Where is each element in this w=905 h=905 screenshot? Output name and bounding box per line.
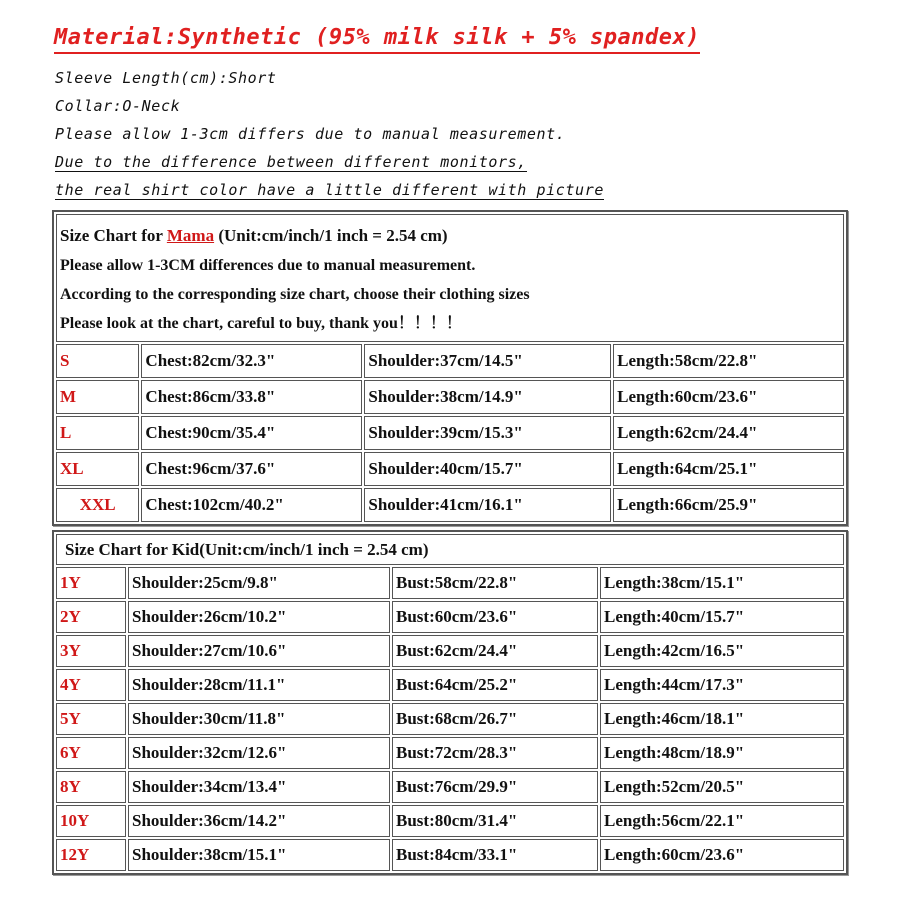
size-label: M (56, 380, 139, 414)
length-cell: Length:64cm/25.1" (613, 452, 844, 486)
size-label: 1Y (56, 567, 126, 599)
shoulder-cell: Shoulder:34cm/13.4" (128, 771, 390, 803)
kid-size-chart (52, 530, 848, 875)
shoulder-cell: Shoulder:38cm/14.9" (364, 380, 611, 414)
mama-note-2: According to the corresponding size chart, choose their clothing sizes (60, 286, 530, 303)
mama-note-3: Please look at the chart, careful to buy, thank you！！！！ (60, 315, 462, 332)
size-label: 2Y (56, 601, 126, 633)
shoulder-cell: Shoulder:25cm/9.8" (128, 567, 390, 599)
mama-row-s (56, 344, 844, 378)
kid-row (56, 601, 844, 633)
shoulder-cell: Shoulder:40cm/15.7" (364, 452, 611, 486)
monitor-note-line-1 (55, 153, 527, 171)
length-cell: Length:38cm/15.1" (600, 567, 844, 599)
chest-cell: Chest:86cm/33.8" (141, 380, 362, 414)
kid-row (56, 737, 844, 769)
size-label: 5Y (56, 703, 126, 735)
size-label: 4Y (56, 669, 126, 701)
kid-row (56, 567, 844, 599)
size-label: 3Y (56, 635, 126, 667)
kid-row (56, 839, 844, 871)
shoulder-cell: Shoulder:37cm/14.5" (364, 344, 611, 378)
size-label: 12Y (56, 839, 126, 871)
chest-cell: Chest:90cm/35.4" (141, 416, 362, 450)
kid-row (56, 703, 844, 735)
shoulder-cell: Shoulder:28cm/11.1" (128, 669, 390, 701)
mama-title-link[interactable]: Mama (166, 226, 215, 245)
length-cell: Length:44cm/17.3" (600, 669, 844, 701)
kid-row (56, 805, 844, 837)
length-cell: Length:60cm/23.6" (600, 839, 844, 871)
kid-chart-title: Size Chart for Kid(Unit:cm/inch/1 inch = 2.54 cm) (56, 534, 844, 565)
shoulder-cell: Shoulder:32cm/12.6" (128, 737, 390, 769)
mama-size-chart (52, 210, 848, 526)
length-cell: Length:46cm/18.1" (600, 703, 844, 735)
mama-row-xxl (56, 488, 844, 522)
shoulder-cell: Shoulder:38cm/15.1" (128, 839, 390, 871)
shoulder-cell: Shoulder:27cm/10.6" (128, 635, 390, 667)
measurement-note-text: Please allow 1-3cm differs due to manual measurement. (55, 125, 566, 143)
bust-cell: Bust:76cm/29.9" (392, 771, 598, 803)
bust-cell: Bust:68cm/26.7" (392, 703, 598, 735)
mama-row-xl (56, 452, 844, 486)
kid-row (56, 669, 844, 701)
length-cell: Length:40cm/15.7" (600, 601, 844, 633)
chest-cell: Chest:102cm/40.2" (141, 488, 362, 522)
collar-text: Collar:O-Neck (55, 97, 181, 115)
mama-chart-header-cell (56, 214, 844, 342)
length-cell: Length:48cm/18.9" (600, 737, 844, 769)
size-label: L (56, 416, 139, 450)
monitor-note-line-2-text: the real shirt color have a little different with picture (55, 181, 604, 199)
size-label: 6Y (56, 737, 126, 769)
chest-cell: Chest:82cm/32.3" (141, 344, 362, 378)
mama-title-prefix: Size Chart for (60, 226, 167, 245)
shoulder-cell: Shoulder:41cm/16.1" (364, 488, 611, 522)
length-cell: Length:56cm/22.1" (600, 805, 844, 837)
length-cell: Length:66cm/25.9" (613, 488, 844, 522)
length-cell: Length:52cm/20.5" (600, 771, 844, 803)
mama-row-m (56, 380, 844, 414)
length-cell: Length:62cm/24.4" (613, 416, 844, 450)
length-cell: Length:58cm/22.8" (613, 344, 844, 378)
shoulder-cell: Shoulder:26cm/10.2" (128, 601, 390, 633)
bust-cell: Bust:60cm/23.6" (392, 601, 598, 633)
size-label: S (56, 344, 139, 378)
sleeve-length-text: Sleeve Length(cm):Short (55, 69, 277, 87)
bust-cell: Bust:80cm/31.4" (392, 805, 598, 837)
chest-cell: Chest:96cm/37.6" (141, 452, 362, 486)
mama-title-suffix: (Unit:cm/inch/1 inch = 2.54 cm) (214, 226, 448, 245)
material-title: Material:Synthetic (95% milk silk + 5% spandex) (54, 24, 700, 54)
monitor-note-line-2 (55, 181, 604, 199)
bust-cell: Bust:58cm/22.8" (392, 567, 598, 599)
shoulder-cell: Shoulder:39cm/15.3" (364, 416, 611, 450)
length-cell: Length:60cm/23.6" (613, 380, 844, 414)
mama-chart-title (60, 221, 840, 251)
bust-cell: Bust:64cm/25.2" (392, 669, 598, 701)
bust-cell: Bust:84cm/33.1" (392, 839, 598, 871)
size-label: XL (56, 452, 139, 486)
bust-cell: Bust:62cm/24.4" (392, 635, 598, 667)
size-label: 10Y (56, 805, 126, 837)
shoulder-cell: Shoulder:30cm/11.8" (128, 703, 390, 735)
bust-cell: Bust:72cm/28.3" (392, 737, 598, 769)
mama-row-l (56, 416, 844, 450)
monitor-note-line-1-text: Due to the difference between different monitors, (55, 153, 527, 171)
kid-row (56, 771, 844, 803)
size-label: 8Y (56, 771, 126, 803)
shoulder-cell: Shoulder:36cm/14.2" (128, 805, 390, 837)
size-label: XXL (56, 488, 139, 522)
length-cell: Length:42cm/16.5" (600, 635, 844, 667)
mama-note-1: Please allow 1-3CM differences due to manual measurement. (60, 257, 476, 274)
kid-row (56, 635, 844, 667)
